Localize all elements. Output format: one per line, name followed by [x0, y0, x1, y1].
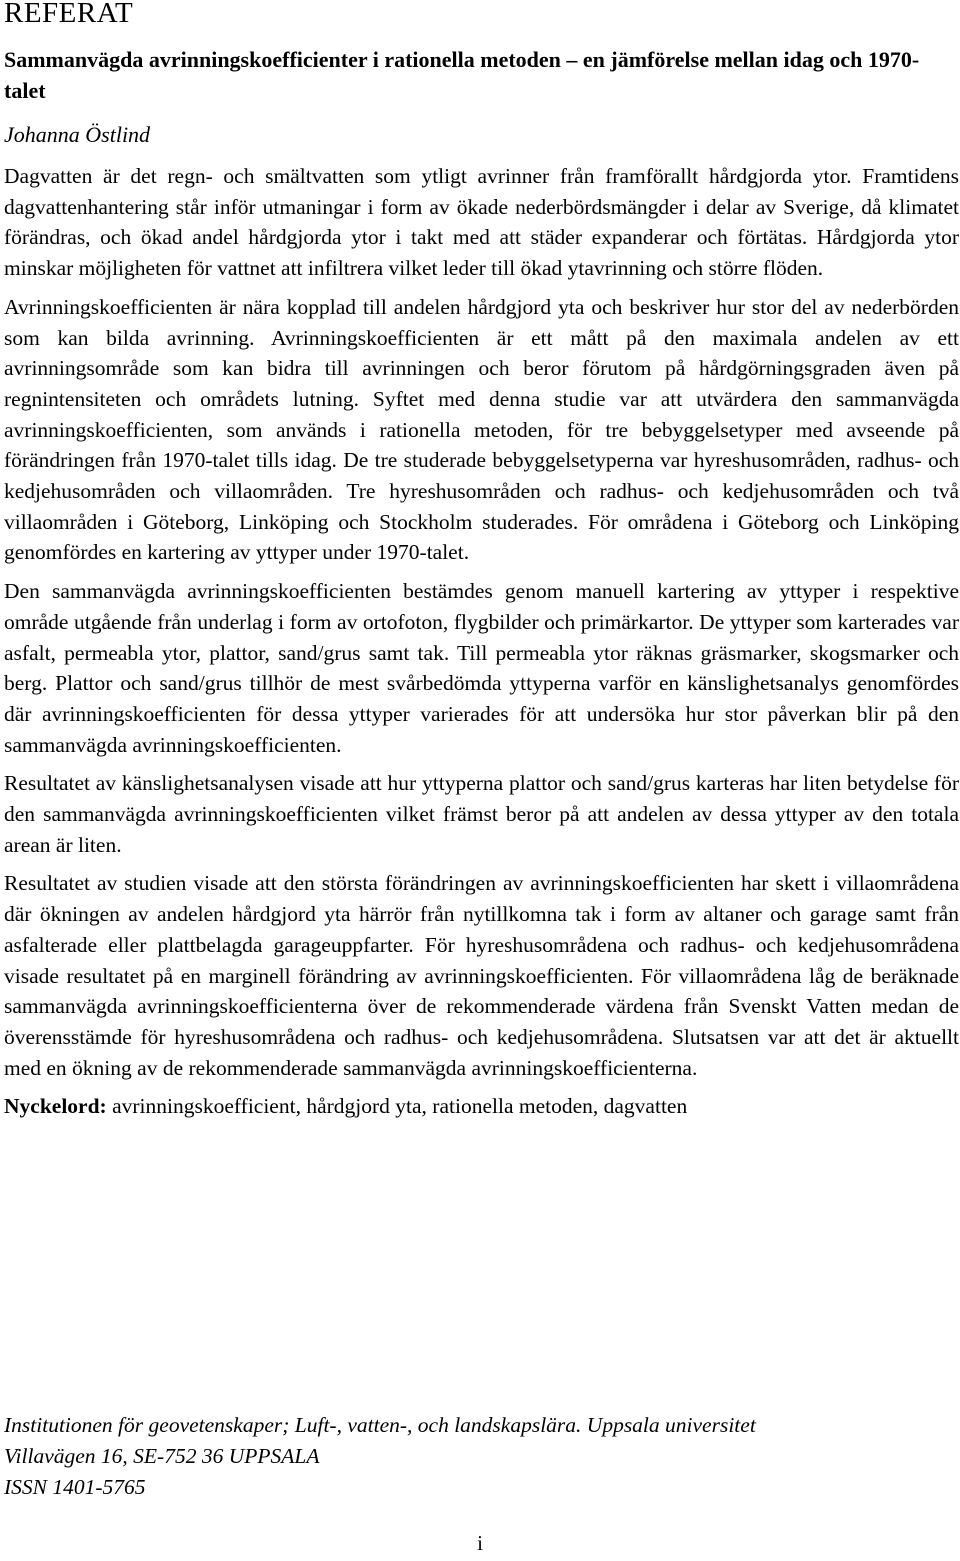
keywords-text: avrinningskoefficient, hårdgjord yta, rationella metoden, dagvatten: [106, 1094, 688, 1119]
abstract-body: [4, 161, 959, 1130]
abstract-paragraph: Resultatet av känslighetsanalysen visade att hur yttyperna plattor och sand/grus karteras har liten betydelse för den sammanvägda avrinningskoefficienten vilket främst beror på att andelen av dessa yttyper av den totala arean är liten.: [4, 771, 959, 857]
abstract-paragraph: Avrinningskoefficienten är nära kopplad till andelen hårdgjord yta och beskriver hur stor del av nederbörden som kan bilda avrinning. Avrinningskoefficienten är ett mått på den maximala andelen av ett avrinningsområde som kan bidra till avrinningen och beror förutom på hårdgörningsgraden även på regnintensiteten och områdets lutning. Syftet med denna studie var att utvärdera den sammanvägda avrinningskoefficienten, som används i rationella metoden, för tre bebyggelsetyper med avseende på förändringen från 1970-talet tills idag. De tre studerade bebyggelsetyperna var hyreshusområden, radhus- och kedjehusområden och villaområden. Tre hyreshusområden och radhus- och kedjehusområden och två villaområden i Göteborg, Linköping och Stockholm studerades. För områdena i Göteborg och Linköping genomfördes en kartering av yttyper under 1970-talet.: [4, 294, 959, 565]
author-name: Johanna Östlind: [4, 122, 151, 147]
keywords-line: [4, 1091, 959, 1122]
address-line: Villavägen 16, SE-752 36 UPPSALA: [4, 1444, 320, 1468]
issn-line: ISSN 1401-5765: [4, 1475, 146, 1499]
keywords-label: Nyckelord:: [4, 1094, 107, 1119]
page-heading: REFERAT: [4, 0, 134, 29]
page-number: i: [477, 1531, 483, 1555]
affiliation-block: [4, 1410, 959, 1503]
document-title: Sammanvägda avrinningskoefficienter i rationella metoden – en jämförelse mellan idag och 1970-talet: [4, 47, 920, 103]
abstract-paragraph: Den sammanvägda avrinningskoefficienten bestämdes genom manuell kartering av yttyper i respektive område utgående från underlag i form av ortofoton, flygbilder och primärkartor. De yttyper som karterades var asfalt, permeabla ytor, plattor, sand/grus samt tak. Till permeabla ytor räknas gräsmarker, skogsmarker och berg. Plattor och sand/grus tillhör de mest svårbedömda yttyperna varför en känslighetsanalys genomfördes där avrinningskoefficienten för dessa yttyper varierades för att undersöka hur stor påverkan blir på den sammanvägda avrinningskoefficienten.: [4, 579, 959, 757]
abstract-paragraph: Resultatet av studien visade att den största förändringen av avrinningskoefficienten har skett i villaområdena där ökningen av andelen hårdgjord yta härrör från nytillkomna tak i form av altaner och garage samt från asfalterade eller plattbelagda garageuppfarter. För hyreshusområdena och radhus- och kedjehusområdena visade resultatet på en marginell förändring av avrinningskoefficienten. För villaområdena låg de beräknade sammanvägda avrinningskoefficienterna över de rekommenderade värdena från Svenskt Vatten medan de överensstämde för hyreshusområdena och radhus- och kedjehusområdena. Slutsatsen var att det är aktuellt med en ökning av de rekommenderade sammanvägda avrinningskoefficienterna.: [4, 871, 959, 1080]
institution-line: Institutionen för geovetenskaper; Luft-, vatten-, och landskapslära. Uppsala universitet: [4, 1413, 756, 1437]
abstract-paragraph: Dagvatten är det regn- och smältvatten som ytligt avrinner från framförallt hårdgjorda ytor. Framtidens dagvattenhantering står inför utmaningar i form av ökade nederbördsmängder i delar av Sverige, då klimatet förändras, och ökad andel hårdgjorda ytor i takt med att städer expanderar och förtätas. Hårdgjorda ytor minskar möjligheten för vattnet att infiltrera vilket leder till ökad ytavrinning och större flöden.: [4, 164, 959, 281]
